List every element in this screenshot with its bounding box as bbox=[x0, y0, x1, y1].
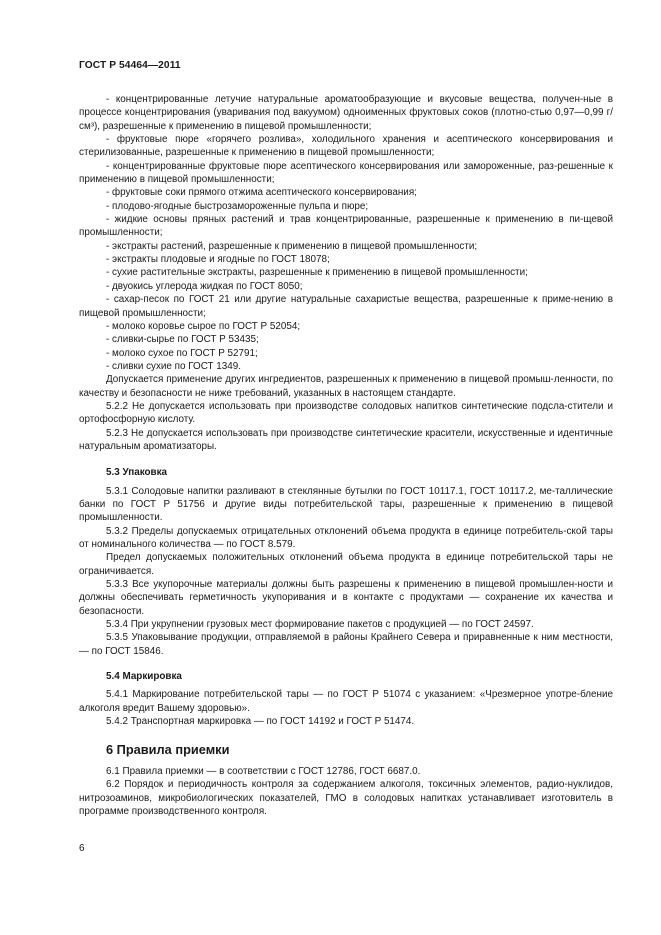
paragraph: - концентрированные фруктовые пюре асептического консервирования или замороженные, раз-решенные к применению в пищевой промышленности; bbox=[79, 160, 613, 186]
paragraph: - сливки сухие по ГОСТ 1349. bbox=[106, 360, 241, 372]
paragraph: - фруктовые соки прямого отжима асептического консервирования; bbox=[106, 187, 417, 199]
paragraph: 6.1 Правила приемки — в соответствии с ГОСТ 12786, ГОСТ 6687.0. bbox=[106, 765, 421, 777]
paragraph: 5.4.1 Маркирование потребительской тары — по ГОСТ Р 51074 с указанием: «Чрезмерное употре-бление алкоголя вредит Вашему здоровью». bbox=[79, 689, 613, 714]
chapter-heading-acceptance: 6 Правила приемки bbox=[106, 742, 230, 758]
paragraph: 5.3.4 При укрупнении грузовых мест формирование пакетов с продукцией — по ГОСТ 24597. bbox=[106, 619, 534, 631]
document-body bbox=[79, 93, 613, 818]
paragraph: - экстракты растений, разрешенные к применению в пищевой промышленности; bbox=[106, 240, 478, 252]
paragraph: - концентрированные летучие натуральные ароматообразующие и вкусовые вещества, получен-ные в процессе концентрирования (уваривания под вакуумом) одноименных фруктовых соков (плотно-стью 0,97—0,99 г/см³), разрешенные к применению в пищевой промышленности; bbox=[79, 94, 613, 132]
paragraph: 5.3.2 Пределы допускаемых отрицательных отклонений объема продукта в единице потребитель-ской тары от номинального количества — по ГОСТ 8.579. bbox=[79, 525, 613, 550]
paragraph: 5.4.2 Транспортная маркировка — по ГОСТ 14192 и ГОСТ Р 51474. bbox=[106, 716, 415, 728]
ingredient-list bbox=[79, 93, 613, 453]
paragraph: - молоко сухое по ГОСТ Р 52791; bbox=[106, 347, 258, 359]
paragraph: Допускается применение других ингредиентов, разрешенных к применению в пищевой промыш-ленности, по качеству и безопасности не ниже требований, указанных в настоящем стандарте. bbox=[79, 374, 613, 399]
paragraph: 5.3.3 Все укупорочные материалы должны быть разрешены к применению в пищевой промышлен-ности и должны обеспечивать герметичность укупоривания и в контакте с продуктами — сохранение их качества и безопасности. bbox=[79, 579, 613, 617]
paragraph: - экстракты плодовые и ягодные по ГОСТ 18078; bbox=[106, 254, 330, 266]
section-marking bbox=[79, 688, 613, 728]
section-heading-packaging: 5.3 Упаковка bbox=[106, 467, 168, 479]
paragraph: - плодово-ягодные быстрозамороженные пульпа и пюре; bbox=[106, 200, 369, 212]
paragraph: - молоко коровье сырое по ГОСТ Р 52054; bbox=[106, 320, 301, 332]
paragraph: - сливки-сырье по ГОСТ Р 53435; bbox=[106, 334, 259, 346]
paragraph: 6.2 Порядок и периодичность контроля за содержанием алкоголя, токсичных элементов, радио-нуклидов, нитрозоаминов, микробиологических показателей, ГМО в солодовых напитках устанавливает изготовитель в программе производственного контроля. bbox=[79, 779, 613, 817]
paragraph: Предел допускаемых положительных отклонений объема продукта в единице потребительской тары не ограничивается. bbox=[79, 552, 613, 577]
section-packaging bbox=[79, 485, 613, 658]
paragraph: - сухие растительные экстракты, разрешенные к применению в пищевой промышленности; bbox=[106, 267, 528, 279]
page-number: 6 bbox=[79, 843, 85, 854]
document-header: ГОСТ Р 54464—2011 bbox=[79, 60, 181, 71]
paragraph: 5.3.1 Солодовые напитки разливают в стеклянные бутылки по ГОСТ 10117.1, ГОСТ 10117.2, ме-таллические банки по ГОСТ Р 51756 и другие виды потребительской тары, разрешенные к применению в пищевой промышленности. bbox=[79, 485, 613, 524]
paragraph: - фруктовые пюре «горячего розлива», холодильного хранения и асептического консервирования и стерилизованные, разрешенные к применению в пищевой промышленности; bbox=[79, 134, 613, 159]
paragraph: - двуокись углерода жидкая по ГОСТ 8050; bbox=[106, 280, 303, 292]
paragraph: - сахар-песок по ГОСТ 21 или другие натуральные сахаристые вещества, разрешенные к приме-нению в пищевой промышленности; bbox=[79, 294, 613, 319]
paragraph: - жидкие основы пряных растений и трав концентрированные, разрешенные к применению в пи-щевой промышленности; bbox=[79, 214, 613, 239]
paragraph: 5.3.5 Упаковывание продукции, отправляемой в районы Крайнего Севера и приравненные к ним местности, — по ГОСТ 15846. bbox=[79, 632, 613, 657]
paragraph: 5.2.2 Не допускается использовать при производстве солодовых напитков синтетические подсла-стители и ортофосфорную кислоту. bbox=[79, 400, 613, 426]
section-acceptance bbox=[79, 765, 613, 818]
paragraph: 5.2.3 Не допускается использовать при производстве синтетические красители, искусственные и идентичные натуральным ароматизаторы. bbox=[79, 427, 613, 452]
section-heading-marking: 5.4 Маркировка bbox=[106, 671, 182, 683]
